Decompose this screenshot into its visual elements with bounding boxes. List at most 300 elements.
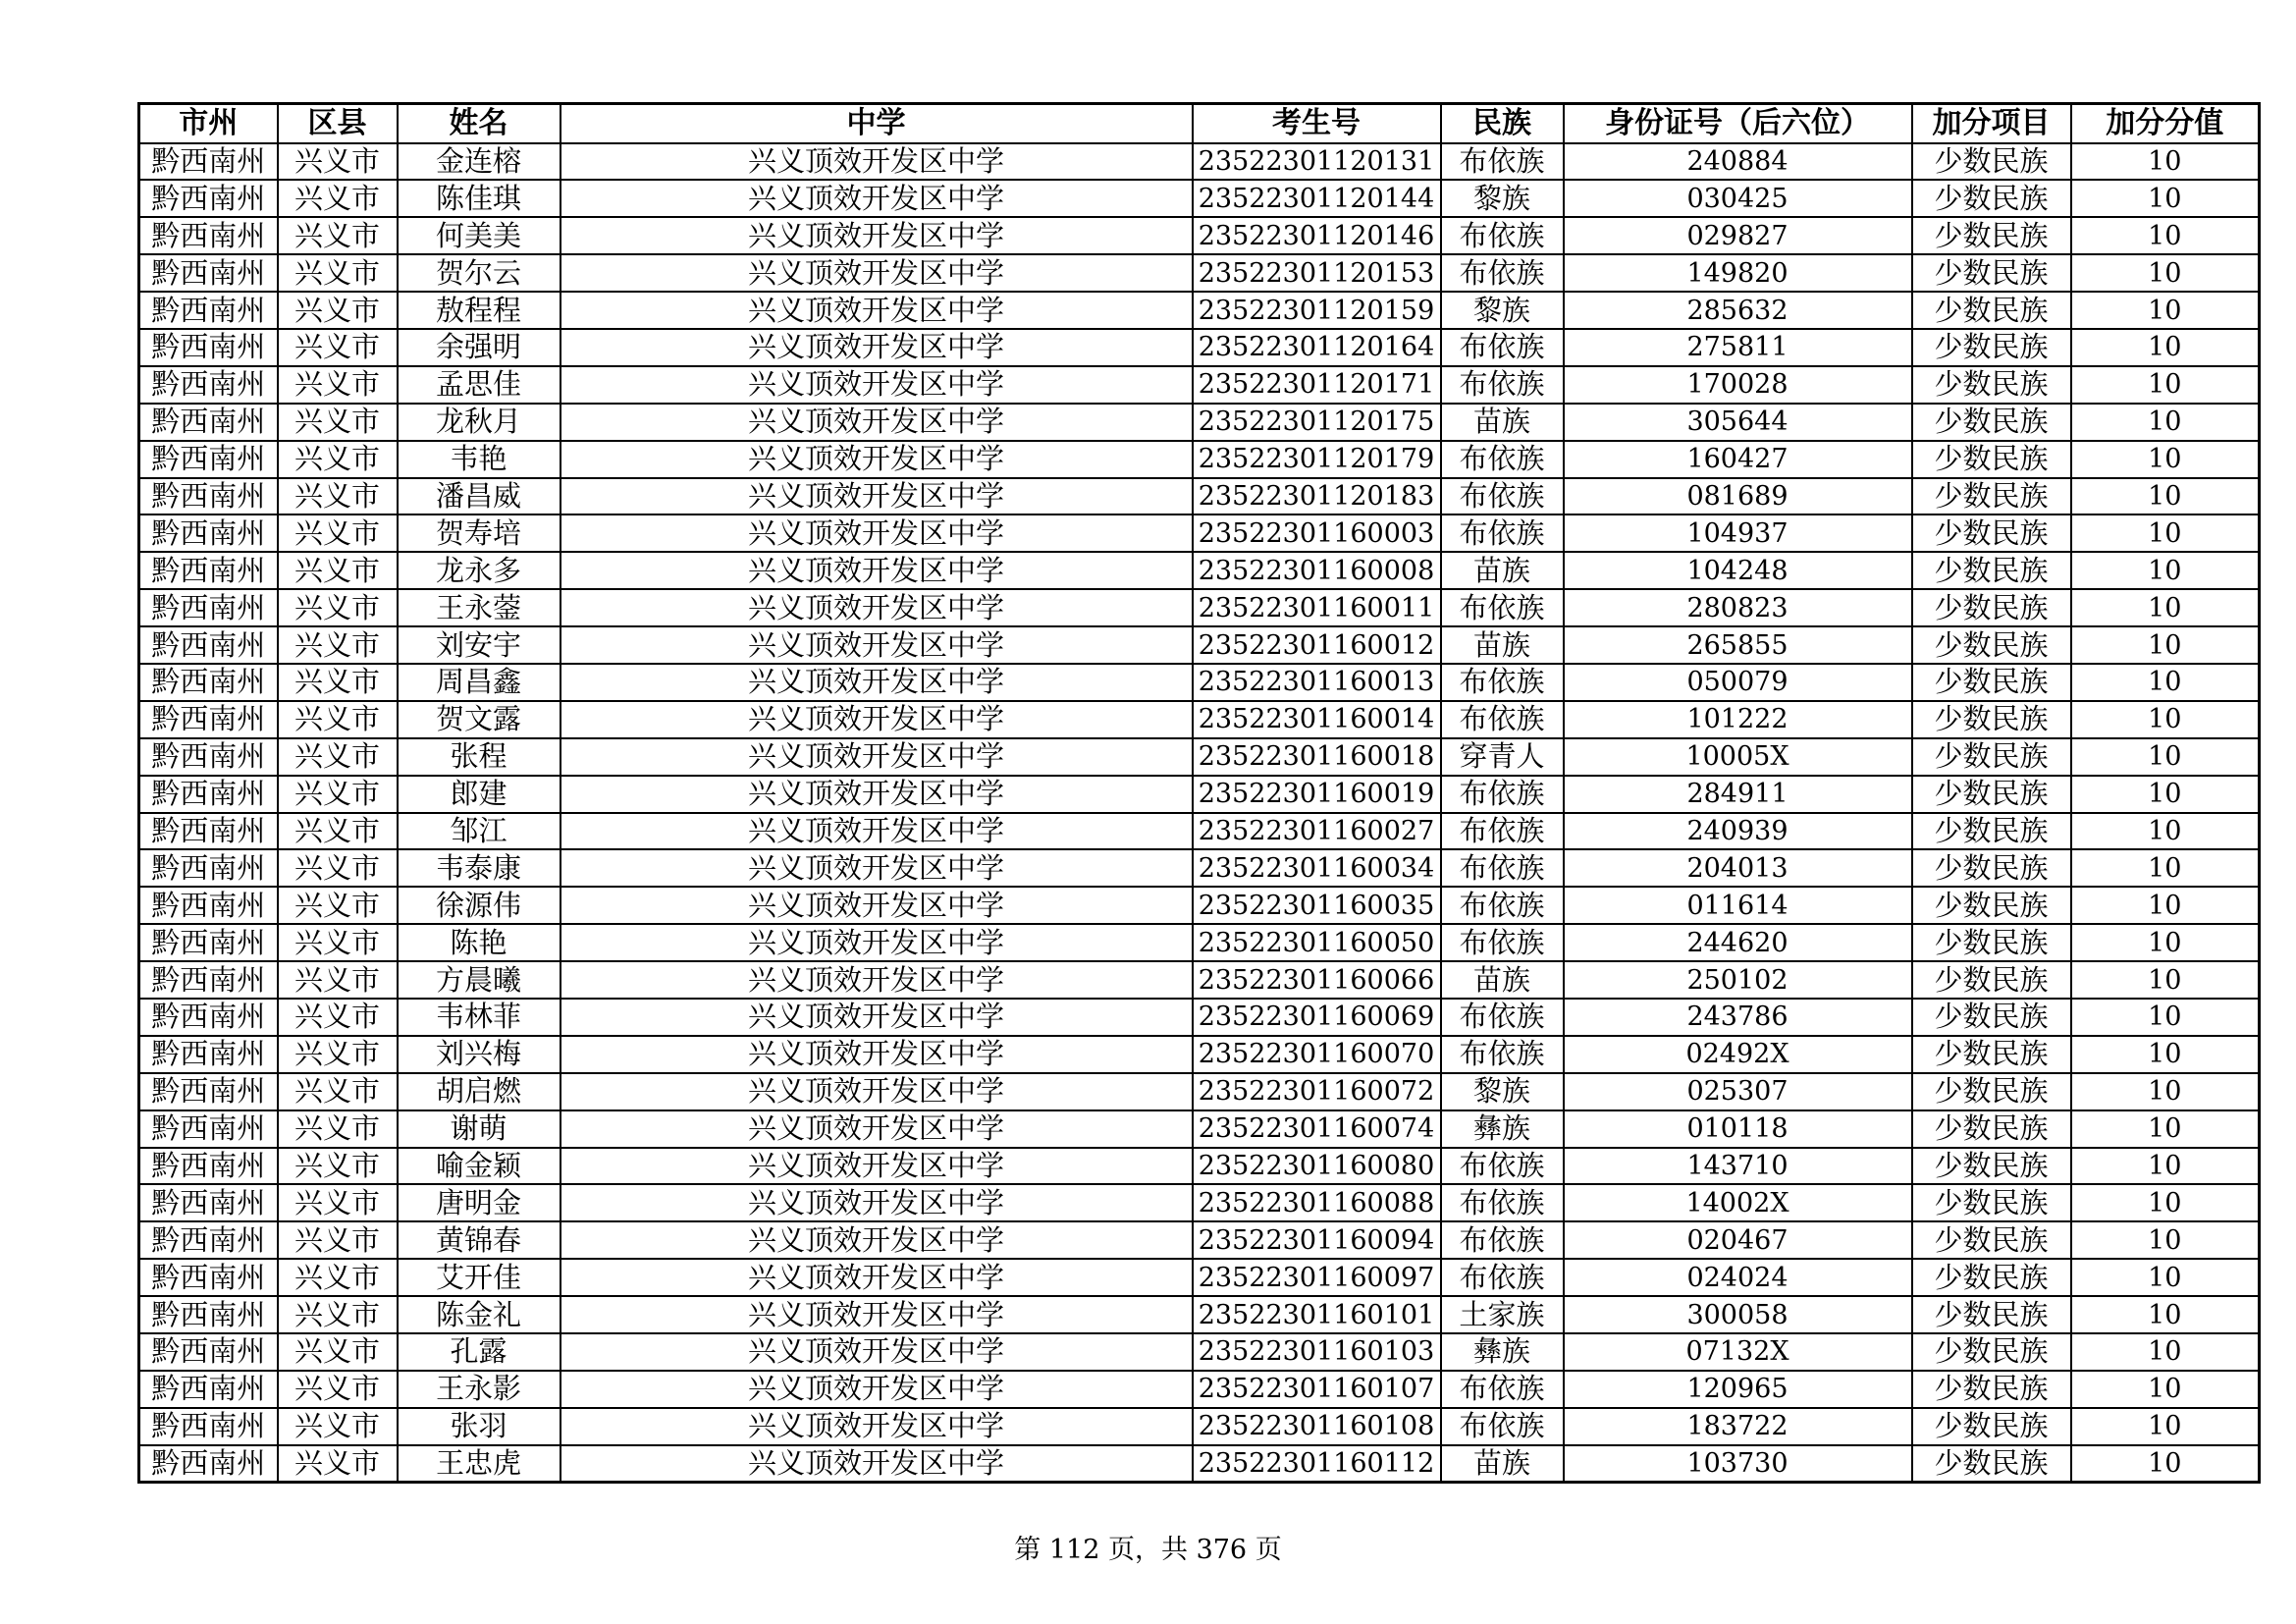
cell-bonus-item: 少数民族 [1912, 1148, 2071, 1185]
cell-school: 兴义顶效开发区中学 [561, 1371, 1193, 1408]
cell-exam-number: 23522301160103 [1193, 1333, 1441, 1371]
cell-exam-number: 23522301120146 [1193, 217, 1441, 254]
cell-school: 兴义顶效开发区中学 [561, 404, 1193, 441]
cell-county: 兴义市 [278, 217, 398, 254]
cell-name: 方晨曦 [398, 961, 561, 999]
table-row [139, 1408, 2260, 1445]
cell-bonus-value: 10 [2071, 180, 2260, 217]
cell-id-last-six: 029827 [1564, 217, 1912, 254]
cell-exam-number: 23522301160101 [1193, 1296, 1441, 1333]
cell-name: 陈金礼 [398, 1296, 561, 1333]
cell-id-last-six: 104937 [1564, 514, 1912, 552]
cell-city: 黔西南州 [139, 1445, 278, 1483]
table-row [139, 776, 2260, 813]
cell-id-last-six: 243786 [1564, 999, 1912, 1036]
table-row [139, 1333, 2260, 1371]
cell-bonus-item: 少数民族 [1912, 404, 2071, 441]
cell-city: 黔西南州 [139, 1148, 278, 1185]
cell-name: 韦林菲 [398, 999, 561, 1036]
cell-id-last-six: 204013 [1564, 849, 1912, 887]
cell-ethnicity: 布依族 [1441, 999, 1564, 1036]
cell-city: 黔西南州 [139, 776, 278, 813]
cell-county: 兴义市 [278, 961, 398, 999]
cell-school: 兴义顶效开发区中学 [561, 1296, 1193, 1333]
cell-ethnicity: 苗族 [1441, 626, 1564, 664]
table-row [139, 1445, 2260, 1483]
header-row [139, 104, 2260, 143]
cell-school: 兴义顶效开发区中学 [561, 999, 1193, 1036]
table-row [139, 1073, 2260, 1110]
cell-exam-number: 23522301160072 [1193, 1073, 1441, 1110]
cell-bonus-item: 少数民族 [1912, 887, 2071, 924]
page-footer: 第 112 页，共 376 页 [1014, 1535, 1282, 1565]
cell-bonus-value: 10 [2071, 1073, 2260, 1110]
cell-city: 黔西南州 [139, 1259, 278, 1296]
cell-name: 王永影 [398, 1371, 561, 1408]
cell-name: 何美美 [398, 217, 561, 254]
cell-county: 兴义市 [278, 292, 398, 329]
cell-school: 兴义顶效开发区中学 [561, 1184, 1193, 1221]
cell-exam-number: 23522301120159 [1193, 292, 1441, 329]
cell-name: 周昌鑫 [398, 664, 561, 701]
table-row [139, 701, 2260, 738]
table-row [139, 329, 2260, 366]
cell-exam-number: 23522301160027 [1193, 813, 1441, 850]
table-row [139, 292, 2260, 329]
cell-bonus-value: 10 [2071, 404, 2260, 441]
cell-bonus-value: 10 [2071, 292, 2260, 329]
cell-bonus-item: 少数民族 [1912, 961, 2071, 999]
cell-city: 黔西南州 [139, 813, 278, 850]
cell-name: 韦艳 [398, 441, 561, 478]
cell-bonus-item: 少数民族 [1912, 143, 2071, 181]
table-row [139, 217, 2260, 254]
cell-county: 兴义市 [278, 1259, 398, 1296]
cell-exam-number: 23522301160035 [1193, 887, 1441, 924]
cell-bonus-value: 10 [2071, 1445, 2260, 1483]
cell-school: 兴义顶效开发区中学 [561, 849, 1193, 887]
cell-id-last-six: 149820 [1564, 254, 1912, 292]
cell-bonus-item: 少数民族 [1912, 254, 2071, 292]
cell-county: 兴义市 [278, 552, 398, 589]
cell-bonus-item: 少数民族 [1912, 701, 2071, 738]
cell-bonus-value: 10 [2071, 924, 2260, 961]
cell-bonus-value: 10 [2071, 813, 2260, 850]
cell-bonus-item: 少数民族 [1912, 589, 2071, 626]
cell-ethnicity: 苗族 [1441, 961, 1564, 999]
cell-ethnicity: 布依族 [1441, 1036, 1564, 1073]
cell-school: 兴义顶效开发区中学 [561, 1408, 1193, 1445]
cell-exam-number: 23522301120171 [1193, 366, 1441, 404]
cell-city: 黔西南州 [139, 701, 278, 738]
cell-id-last-six: 030425 [1564, 180, 1912, 217]
cell-school: 兴义顶效开发区中学 [561, 254, 1193, 292]
table-header [139, 104, 2260, 143]
table-row [139, 887, 2260, 924]
cell-bonus-item: 少数民族 [1912, 626, 2071, 664]
cell-city: 黔西南州 [139, 366, 278, 404]
cell-bonus-value: 10 [2071, 1296, 2260, 1333]
cell-name: 龙秋月 [398, 404, 561, 441]
cell-id-last-six: 275811 [1564, 329, 1912, 366]
cell-county: 兴义市 [278, 478, 398, 515]
cell-ethnicity: 布依族 [1441, 1371, 1564, 1408]
cell-bonus-value: 10 [2071, 143, 2260, 181]
cell-county: 兴义市 [278, 1073, 398, 1110]
cell-bonus-value: 10 [2071, 589, 2260, 626]
header-bonus-item: 加分项目 [1912, 104, 2071, 143]
table-row [139, 1148, 2260, 1185]
cell-bonus-value: 10 [2071, 776, 2260, 813]
cell-bonus-item: 少数民族 [1912, 1296, 2071, 1333]
cell-name: 贺尔云 [398, 254, 561, 292]
table-row [139, 849, 2260, 887]
cell-ethnicity: 布依族 [1441, 701, 1564, 738]
cell-name: 孔露 [398, 1333, 561, 1371]
cell-county: 兴义市 [278, 1445, 398, 1483]
header-county: 区县 [278, 104, 398, 143]
cell-id-last-six: 010118 [1564, 1110, 1912, 1148]
cell-bonus-item: 少数民族 [1912, 1184, 2071, 1221]
cell-ethnicity: 布依族 [1441, 478, 1564, 515]
cell-bonus-value: 10 [2071, 738, 2260, 776]
table-row [139, 404, 2260, 441]
cell-bonus-value: 10 [2071, 701, 2260, 738]
cell-city: 黔西南州 [139, 1333, 278, 1371]
cell-city: 黔西南州 [139, 441, 278, 478]
cell-bonus-value: 10 [2071, 1371, 2260, 1408]
cell-county: 兴义市 [278, 924, 398, 961]
cell-bonus-item: 少数民族 [1912, 1371, 2071, 1408]
cell-name: 刘兴梅 [398, 1036, 561, 1073]
cell-bonus-value: 10 [2071, 1184, 2260, 1221]
cell-school: 兴义顶效开发区中学 [561, 924, 1193, 961]
cell-school: 兴义顶效开发区中学 [561, 478, 1193, 515]
cell-city: 黔西南州 [139, 887, 278, 924]
cell-bonus-value: 10 [2071, 1333, 2260, 1371]
cell-name: 郎建 [398, 776, 561, 813]
cell-bonus-value: 10 [2071, 514, 2260, 552]
cell-ethnicity: 苗族 [1441, 552, 1564, 589]
cell-school: 兴义顶效开发区中学 [561, 514, 1193, 552]
cell-name: 贺文露 [398, 701, 561, 738]
cell-ethnicity: 布依族 [1441, 813, 1564, 850]
cell-city: 黔西南州 [139, 1073, 278, 1110]
cell-county: 兴义市 [278, 441, 398, 478]
cell-exam-number: 23522301120175 [1193, 404, 1441, 441]
cell-county: 兴义市 [278, 776, 398, 813]
cell-city: 黔西南州 [139, 1408, 278, 1445]
table-row [139, 1184, 2260, 1221]
cell-exam-number: 23522301160080 [1193, 1148, 1441, 1185]
cell-county: 兴义市 [278, 849, 398, 887]
table-row [139, 1259, 2260, 1296]
table-row [139, 961, 2260, 999]
cell-school: 兴义顶效开发区中学 [561, 1221, 1193, 1259]
cell-bonus-item: 少数民族 [1912, 1408, 2071, 1445]
cell-bonus-value: 10 [2071, 329, 2260, 366]
table-row [139, 1221, 2260, 1259]
cell-city: 黔西南州 [139, 1110, 278, 1148]
cell-exam-number: 23522301120179 [1193, 441, 1441, 478]
cell-bonus-item: 少数民族 [1912, 366, 2071, 404]
cell-exam-number: 23522301160003 [1193, 514, 1441, 552]
cell-school: 兴义顶效开发区中学 [561, 1110, 1193, 1148]
cell-name: 金连榕 [398, 143, 561, 181]
cell-exam-number: 23522301160074 [1193, 1110, 1441, 1148]
header-exam-number: 考生号 [1193, 104, 1441, 143]
cell-id-last-six: 050079 [1564, 664, 1912, 701]
cell-name: 徐源伟 [398, 887, 561, 924]
cell-school: 兴义顶效开发区中学 [561, 1073, 1193, 1110]
cell-bonus-item: 少数民族 [1912, 924, 2071, 961]
cell-id-last-six: 240939 [1564, 813, 1912, 850]
cell-name: 余强明 [398, 329, 561, 366]
cell-bonus-value: 10 [2071, 217, 2260, 254]
cell-school: 兴义顶效开发区中学 [561, 887, 1193, 924]
table-row [139, 1036, 2260, 1073]
cell-bonus-value: 10 [2071, 254, 2260, 292]
cell-ethnicity: 穿青人 [1441, 738, 1564, 776]
table-row [139, 999, 2260, 1036]
cell-bonus-item: 少数民族 [1912, 849, 2071, 887]
table-row [139, 813, 2260, 850]
cell-city: 黔西南州 [139, 1221, 278, 1259]
cell-bonus-item: 少数民族 [1912, 1036, 2071, 1073]
cell-bonus-value: 10 [2071, 1259, 2260, 1296]
cell-ethnicity: 布依族 [1441, 329, 1564, 366]
cell-ethnicity: 彝族 [1441, 1110, 1564, 1148]
cell-id-last-six: 300058 [1564, 1296, 1912, 1333]
header-city: 市州 [139, 104, 278, 143]
cell-ethnicity: 布依族 [1441, 441, 1564, 478]
cell-ethnicity: 苗族 [1441, 1445, 1564, 1483]
cell-city: 黔西南州 [139, 404, 278, 441]
cell-ethnicity: 布依族 [1441, 1259, 1564, 1296]
cell-bonus-item: 少数民族 [1912, 776, 2071, 813]
cell-exam-number: 23522301120164 [1193, 329, 1441, 366]
cell-name: 敖程程 [398, 292, 561, 329]
cell-id-last-six: 120965 [1564, 1371, 1912, 1408]
cell-ethnicity: 布依族 [1441, 776, 1564, 813]
cell-id-last-six: 104248 [1564, 552, 1912, 589]
cell-name: 陈艳 [398, 924, 561, 961]
cell-city: 黔西南州 [139, 514, 278, 552]
cell-ethnicity: 土家族 [1441, 1296, 1564, 1333]
cell-county: 兴义市 [278, 1036, 398, 1073]
header-bonus-value: 加分分值 [2071, 104, 2260, 143]
cell-county: 兴义市 [278, 1408, 398, 1445]
cell-id-last-six: 250102 [1564, 961, 1912, 999]
cell-exam-number: 23522301120144 [1193, 180, 1441, 217]
cell-county: 兴义市 [278, 180, 398, 217]
cell-bonus-item: 少数民族 [1912, 1445, 2071, 1483]
cell-school: 兴义顶效开发区中学 [561, 813, 1193, 850]
table-row [139, 1296, 2260, 1333]
cell-county: 兴义市 [278, 1333, 398, 1371]
cell-name: 陈佳琪 [398, 180, 561, 217]
table-row [139, 924, 2260, 961]
cell-county: 兴义市 [278, 589, 398, 626]
table-row [139, 626, 2260, 664]
cell-ethnicity: 布依族 [1441, 366, 1564, 404]
cell-city: 黔西南州 [139, 999, 278, 1036]
cell-city: 黔西南州 [139, 292, 278, 329]
cell-bonus-item: 少数民族 [1912, 552, 2071, 589]
cell-ethnicity: 布依族 [1441, 849, 1564, 887]
cell-name: 龙永多 [398, 552, 561, 589]
cell-ethnicity: 彝族 [1441, 1333, 1564, 1371]
cell-id-last-six: 143710 [1564, 1148, 1912, 1185]
cell-school: 兴义顶效开发区中学 [561, 329, 1193, 366]
cell-bonus-item: 少数民族 [1912, 1221, 2071, 1259]
cell-ethnicity: 苗族 [1441, 404, 1564, 441]
cell-bonus-item: 少数民族 [1912, 292, 2071, 329]
cell-county: 兴义市 [278, 626, 398, 664]
cell-ethnicity: 布依族 [1441, 887, 1564, 924]
cell-exam-number: 23522301120153 [1193, 254, 1441, 292]
header-school: 中学 [561, 104, 1193, 143]
cell-name: 谢萌 [398, 1110, 561, 1148]
cell-bonus-value: 10 [2071, 1408, 2260, 1445]
cell-bonus-item: 少数民族 [1912, 1259, 2071, 1296]
cell-bonus-value: 10 [2071, 626, 2260, 664]
cell-id-last-six: 183722 [1564, 1408, 1912, 1445]
cell-bonus-value: 10 [2071, 1036, 2260, 1073]
header-name: 姓名 [398, 104, 561, 143]
cell-name: 贺寿培 [398, 514, 561, 552]
cell-name: 邹江 [398, 813, 561, 850]
table-row [139, 180, 2260, 217]
cell-city: 黔西南州 [139, 664, 278, 701]
cell-county: 兴义市 [278, 1221, 398, 1259]
header-ethnicity: 民族 [1441, 104, 1564, 143]
cell-bonus-value: 10 [2071, 664, 2260, 701]
cell-id-last-six: 011614 [1564, 887, 1912, 924]
cell-city: 黔西南州 [139, 329, 278, 366]
cell-id-last-six: 244620 [1564, 924, 1912, 961]
cell-school: 兴义顶效开发区中学 [561, 143, 1193, 181]
cell-bonus-item: 少数民族 [1912, 217, 2071, 254]
header-id-last-six: 身份证号（后六位） [1564, 104, 1912, 143]
cell-id-last-six: 285632 [1564, 292, 1912, 329]
cell-bonus-value: 10 [2071, 1148, 2260, 1185]
cell-name: 韦泰康 [398, 849, 561, 887]
cell-id-last-six: 160427 [1564, 441, 1912, 478]
table-row [139, 366, 2260, 404]
cell-county: 兴义市 [278, 701, 398, 738]
cell-ethnicity: 布依族 [1441, 514, 1564, 552]
cell-bonus-item: 少数民族 [1912, 478, 2071, 515]
cell-county: 兴义市 [278, 999, 398, 1036]
cell-id-last-six: 10005X [1564, 738, 1912, 776]
cell-name: 胡启燃 [398, 1073, 561, 1110]
cell-school: 兴义顶效开发区中学 [561, 626, 1193, 664]
cell-bonus-item: 少数民族 [1912, 738, 2071, 776]
cell-city: 黔西南州 [139, 1184, 278, 1221]
cell-ethnicity: 布依族 [1441, 143, 1564, 181]
cell-bonus-value: 10 [2071, 849, 2260, 887]
cell-bonus-value: 10 [2071, 478, 2260, 515]
cell-exam-number: 23522301160008 [1193, 552, 1441, 589]
cell-exam-number: 23522301160034 [1193, 849, 1441, 887]
cell-ethnicity: 布依族 [1441, 1408, 1564, 1445]
cell-exam-number: 23522301160018 [1193, 738, 1441, 776]
cell-id-last-six: 07132X [1564, 1333, 1912, 1371]
cell-city: 黔西南州 [139, 254, 278, 292]
cell-county: 兴义市 [278, 1110, 398, 1148]
cell-bonus-item: 少数民族 [1912, 441, 2071, 478]
cell-county: 兴义市 [278, 329, 398, 366]
cell-city: 黔西南州 [139, 143, 278, 181]
cell-bonus-item: 少数民族 [1912, 514, 2071, 552]
table-row [139, 478, 2260, 515]
table-row [139, 514, 2260, 552]
cell-city: 黔西南州 [139, 589, 278, 626]
table-row [139, 1110, 2260, 1148]
cell-ethnicity: 布依族 [1441, 217, 1564, 254]
cell-city: 黔西南州 [139, 1296, 278, 1333]
table-row [139, 664, 2260, 701]
cell-city: 黔西南州 [139, 961, 278, 999]
cell-school: 兴义顶效开发区中学 [561, 292, 1193, 329]
cell-bonus-item: 少数民族 [1912, 1333, 2071, 1371]
cell-county: 兴义市 [278, 1371, 398, 1408]
cell-ethnicity: 布依族 [1441, 589, 1564, 626]
cell-bonus-item: 少数民族 [1912, 1110, 2071, 1148]
cell-id-last-six: 265855 [1564, 626, 1912, 664]
cell-exam-number: 23522301160070 [1193, 1036, 1441, 1073]
cell-school: 兴义顶效开发区中学 [561, 1445, 1193, 1483]
cell-bonus-value: 10 [2071, 999, 2260, 1036]
cell-bonus-value: 10 [2071, 441, 2260, 478]
cell-county: 兴义市 [278, 887, 398, 924]
cell-bonus-item: 少数民族 [1912, 664, 2071, 701]
cell-id-last-six: 280823 [1564, 589, 1912, 626]
cell-county: 兴义市 [278, 1296, 398, 1333]
cell-county: 兴义市 [278, 143, 398, 181]
cell-school: 兴义顶效开发区中学 [561, 552, 1193, 589]
cell-school: 兴义顶效开发区中学 [561, 961, 1193, 999]
cell-id-last-six: 024024 [1564, 1259, 1912, 1296]
cell-id-last-six: 02492X [1564, 1036, 1912, 1073]
table-body [139, 143, 2260, 1483]
cell-exam-number: 23522301160066 [1193, 961, 1441, 999]
cell-ethnicity: 布依族 [1441, 664, 1564, 701]
cell-exam-number: 23522301160014 [1193, 701, 1441, 738]
cell-ethnicity: 布依族 [1441, 1148, 1564, 1185]
cell-name: 孟思佳 [398, 366, 561, 404]
cell-id-last-six: 025307 [1564, 1073, 1912, 1110]
cell-name: 张程 [398, 738, 561, 776]
cell-name: 潘昌威 [398, 478, 561, 515]
cell-school: 兴义顶效开发区中学 [561, 1259, 1193, 1296]
cell-ethnicity: 黎族 [1441, 292, 1564, 329]
cell-school: 兴义顶效开发区中学 [561, 441, 1193, 478]
cell-bonus-value: 10 [2071, 1221, 2260, 1259]
cell-ethnicity: 布依族 [1441, 1221, 1564, 1259]
cell-bonus-item: 少数民族 [1912, 1073, 2071, 1110]
cell-id-last-six: 170028 [1564, 366, 1912, 404]
cell-school: 兴义顶效开发区中学 [561, 701, 1193, 738]
table-row [139, 143, 2260, 181]
cell-exam-number: 23522301160050 [1193, 924, 1441, 961]
table-row [139, 589, 2260, 626]
cell-id-last-six: 284911 [1564, 776, 1912, 813]
cell-exam-number: 23522301160088 [1193, 1184, 1441, 1221]
cell-name: 刘安宇 [398, 626, 561, 664]
cell-id-last-six: 14002X [1564, 1184, 1912, 1221]
